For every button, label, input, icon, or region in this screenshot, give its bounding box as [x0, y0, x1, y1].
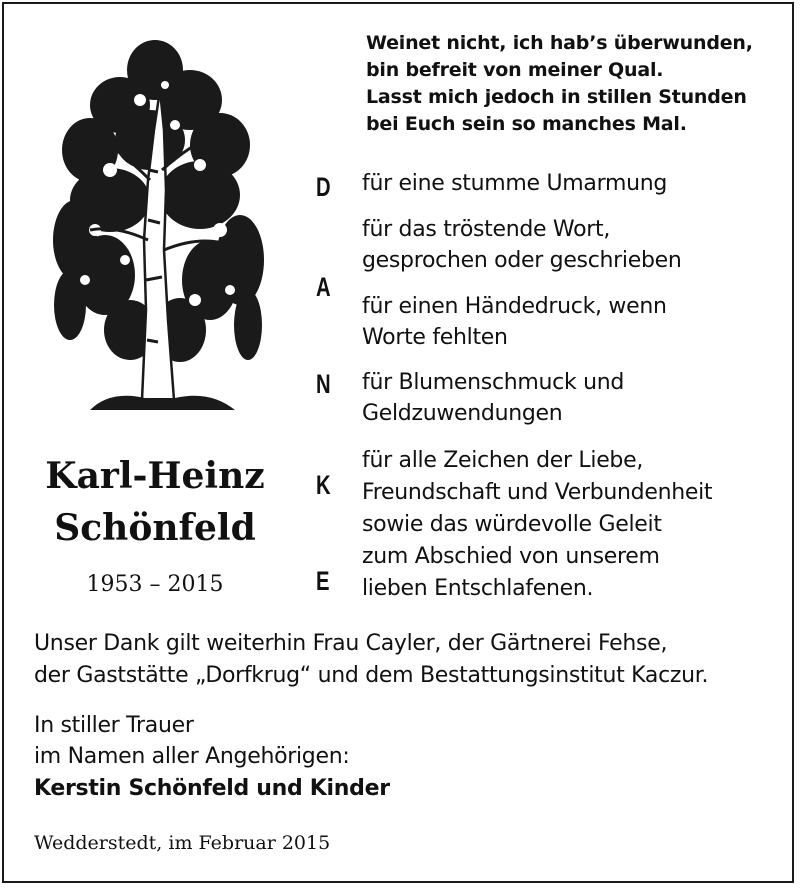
poem-line: bin befreit von meiner Qual.: [366, 59, 664, 81]
dank-line: für einen Händedruck, wenn: [362, 294, 667, 319]
dank-line: für das tröstende Wort,: [362, 217, 611, 242]
poem: [366, 30, 786, 138]
danke-letter-d: D: [316, 172, 331, 202]
dank-line: Worte fehlten: [362, 325, 508, 350]
danke-letter-n: N: [316, 369, 331, 399]
dank-line: für alle Zeichen der Liebe,: [362, 448, 644, 473]
dank-line: zum Abschied von unserem: [362, 544, 660, 569]
birch-tree-icon: [50, 30, 265, 430]
place-date: Wedderstedt, im Februar 2015: [34, 832, 331, 854]
danke-letter-k: K: [316, 470, 331, 500]
dank-line: für eine stumme Umarmung: [362, 171, 668, 196]
dank-line: für Blumenschmuck und: [362, 370, 625, 395]
family-signature: Kerstin Schönfeld und Kinder: [34, 776, 390, 801]
deceased-first-name: Karl-Heinz: [45, 455, 265, 497]
deceased-last-name: Schönfeld: [54, 507, 256, 549]
danke-letter-a: A: [316, 272, 331, 302]
dank-line: lieben Entschlafenen.: [362, 576, 594, 601]
mourning-line: im Namen aller Angehörigen:: [34, 744, 350, 769]
life-years: 1953 – 2015: [86, 572, 224, 597]
mourning-line: In stiller Trauer: [34, 713, 194, 738]
thanks-line: Unser Dank gilt weiterhin Frau Cayler, der Gärtnerei Fehse,: [34, 631, 668, 656]
poem-line: bei Euch sein so manches Mal.: [366, 113, 687, 135]
thanks-line: der Gaststätte „Dorfkrug“ und dem Bestattungsinstitut Kaczur.: [34, 663, 709, 688]
poem-line: Weinet nicht, ich hab’s überwunden,: [366, 32, 753, 54]
poem-line: Lasst mich jedoch in stillen Stunden: [366, 86, 747, 108]
dank-line: sowie das würdevolle Geleit: [362, 512, 662, 537]
dank-line: Geldzuwendungen: [362, 401, 563, 426]
dank-line: gesprochen oder geschrieben: [362, 248, 682, 273]
danke-letter-e: E: [316, 566, 330, 596]
dank-line: Freundschaft und Verbundenheit: [362, 480, 713, 505]
